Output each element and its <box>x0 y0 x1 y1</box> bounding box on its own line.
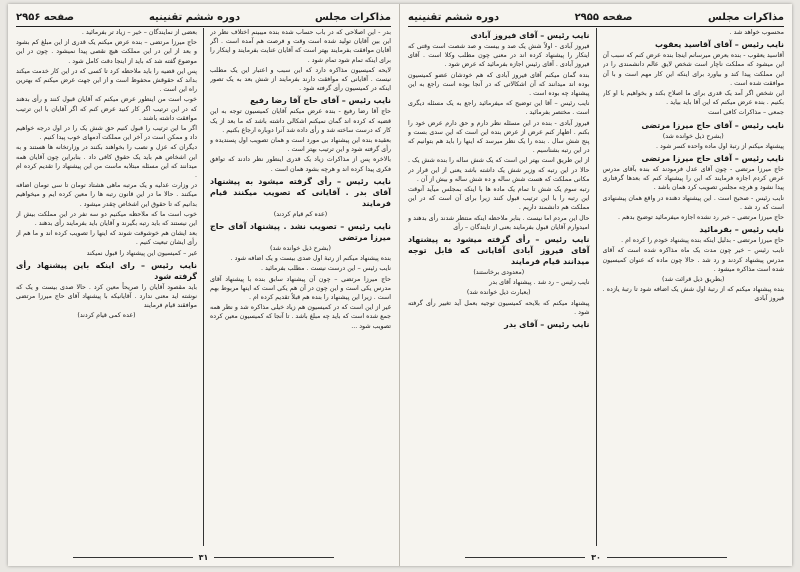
page-header <box>16 10 391 27</box>
header-left: صفحه ۲۹۵۶ <box>16 11 75 23</box>
columns <box>16 28 391 546</box>
paragraph: لایحه کمیسیون مذاکره دارد که این سبب و اعتبار این یک مطلب نیست . آقایانی که موافقت دارند بفرمایند از شش بعد به یک تصور اینکه در کمیسیون رأی گرفته شود . <box>210 66 391 93</box>
paragraph: پیشنهاد میکنم که بلایحه کمیسیون توجیه بعمل آید تغییر رأی گرفته شود . <box>408 299 590 316</box>
speaker-heading: نایب رئیس – آقای بدر <box>504 320 590 330</box>
stage-note: (بطریق ذیل قرائت شد) <box>662 276 725 284</box>
speaker-heading: نایب رئیس – تصویب نشد . پیشنهاد آقای حاج میرزا مرتضی <box>210 222 391 243</box>
speaker-heading: نایب رئیس – رأی گرفته میشود به پیشنهاد آقای بدر . آقایانی که تصویب میکنند قیام فرمایند <box>210 176 391 208</box>
paragraph: حال این مردم اما نیست . بنابر ملاحظه اینکه منتظر شدند رأی بدهند و امیدوارم آقایان قبول بفرمایند بعنی از تایندگان – رأی <box>408 214 590 231</box>
paragraph: محسوب خواهد شد . <box>729 29 784 36</box>
paragraph: خوب است ما که ملاحظه میکنیم دو سه نفر در این مملکت بیش از این نیستند که باید رتبه بگیرند و آقایان باید بفرمایند رأی بدهند . <box>16 210 197 228</box>
paragraph: جمعی – مذاکرات کافی است <box>708 109 784 117</box>
page-number: ۳۱ <box>198 553 209 562</box>
paragraph: بنده پیشنهاد میکنم که از رتبهٔ اول شش یک اضافه شود تا رتبهٔ یازده . فیروز آبادی <box>602 286 784 303</box>
columns <box>408 28 784 546</box>
paragraph: حاج میرزا مرتضی – خیر رد نشده اجازه میفرمائید توضیح بدهم . <box>618 214 784 222</box>
paragraph: بعد ایشان هم خوشوقت شوند که اینها را تصویب کرده اند و ما هم از رأی ایشان تبعیت کنیم . <box>16 230 197 247</box>
paragraph: فیروز آبادی - اولاً شش یک صد و بیست و صد شصت است وقتی که اینکار را پیشنهاد کرده اند در معنی چون مطلب وکلا است . آقای فیروز آبادی . آقای رئیس اجازه بفرمائید که عرض شود . <box>408 43 590 69</box>
paragraph: نایب رئیس - صحیح است . این پیشنهاد دهنده در واقع همان پیشنهادی است که رد شد . <box>602 194 784 211</box>
paragraph: حاج آقا رضا رفیع - بنده عرض میکنم آقایان کمیسیون توجه به این قضیه که کرده اند گمان نمیکنم اشکالی داشته باشد که ما بعد از یک کار که درست ساخته شد و رأی داده شد آنرا دوباره ارجاع بکنیم . <box>210 108 391 134</box>
left-page <box>8 4 400 566</box>
paragraph: این شخص اگر آمد یک قدری برای ما اصلاح بکند و بخواهیم با او کار بکنیم . بنده عرض میکنم که این آقا باید بیاید . <box>602 90 784 107</box>
paragraph: حاج میرزا مرتضی – چون آن پیشنهاد سابق بنده با پیشنهاد آقای مدرس یکی است و این چون در آن هم یکی است که اینها مربوط بهم است . زیرا این پیشنهاد را بنده هم قبلاً تقدیم کرده ام . <box>210 275 391 302</box>
speaker-heading: نایب رئیس – رأی گرفته میشود به پیشنهاد آقای فیروز آبادی آقایانی که قابل توجه میدانند قیام فرمایند <box>408 235 590 267</box>
paragraph: پس این قضیه را باید ملاحظه کرد تا کسی که در این کار خدمت میکند بداند که حقوقش محفوظ است و از این جهت عرض میکنم که بهترین راه این است . <box>16 67 197 94</box>
stage-note: (بشرح ذیل خوانده شد) <box>662 132 724 140</box>
paragraph: حاج میرزا مرتضی - چون آقای عدل فرمودند که بنده بآقای مدرس عرض کردم اجازه فرمایند که این را پیشنهاد کنم که بعدها گرفتاری پیدا نشود و هرچه مجلس تصویب کرد همان باشد . <box>602 166 784 192</box>
header-right: مذاکرات مجلس <box>314 11 391 23</box>
column-left <box>408 28 590 546</box>
paragraph: در وزارت عدلیه و یک مرتبه ماهی هشتاد تومان تا سی تومان اضافه میکنند . حالا ما در این قانون رتبه ها را معین کرده ایم و میخواهیم بدانیم که تا حقوق این اشخاص چقدر میشود . <box>16 182 197 208</box>
paragraph: بعقیده بنده این پیشنهاد بی مورد است و همان تصویب اول پسندیده و رأی گرفته شود و این ترتیب بهتر است . <box>210 137 391 154</box>
paragraph: آقاسید یعقوب - بنده بعرض میرسانم اینجا بنده عرض کنم که سبب آن این میشود که مملکت ناچار است شخص لایق عالم دانشمندی را در این مملکت پیدا کند و بیاورد برای اینکه این کار مهم است و با آن موافقت شده است . <box>602 52 784 87</box>
stage-note: (عده کمی قیام کردند) <box>77 312 136 320</box>
speaker-heading: نایب رئیس – آقای حاج میرزا مرتضی <box>641 120 784 130</box>
speaker-heading: نایب رئیس – آقای حاج آقا رضا رفیع <box>250 96 391 106</box>
speaker-heading: نایب رئیس – بفرمائید <box>699 225 784 235</box>
paragraph: حاج میرزا مرتضی – بنده عرض میکنم یک قدری از این مبلغ کم بشود و بعد از این در این مملکت هیچ نقصی پیدا نمیشود . چون در این موضوع گفته شد که باید از اینجا دقت کامل شود . <box>16 39 197 65</box>
paragraph: نایب رئیس – رد شد . پیشنهاد آقای بدر <box>489 279 590 287</box>
speaker-heading: نایب رئیس – آقای حاج میرزا مرتضی <box>641 154 784 164</box>
paragraph: رتبه سوم یک شش تا تمام یک ماده ها با اینکه بمجلس میآید آنوقت این رتبه را با این ترتیب قبول کنند زیرا برای آن است که در این مملکت هم دانشمند داریم . <box>408 186 590 212</box>
column-divider <box>596 28 597 546</box>
paragraph: غیر – کمیسیون این پیشنهاد را قبول نمیکند <box>86 249 197 257</box>
paragraph: نایب رئیس – آقا این توضیح که میفرمائید راجع به یک مسئله دیگری است . مختصر بفرمائید . <box>408 100 590 117</box>
paragraph: غیر از این است که در کمیسیون هم زیاد خیلی مذاکره شد و نظر همه جمع شده است که باید چه مبلغ باشد . تا آنجا که کمیسیون معین کرده تصویب شود ... <box>210 304 391 330</box>
paragraph: نایب رئیس – خیر چون مدت یک ماه مذاکره شده است که آقای مدرس پیشنهاد کردند و رد شد . حالا چون ماده که عنوان کمیسیون شده است مذاکره میشود . <box>602 247 784 273</box>
page-header <box>408 10 784 27</box>
page-footer <box>8 553 399 562</box>
paragraph: اگر ما این ترتیب را قبول کنیم حق شش یک را در اول درجه خواهیم داد و ممکن است در آخر این مملکت آدمهای خوب پیدا کنیم . <box>16 125 197 142</box>
speaker-heading: نایب رئیس – آقای فیروز آبادی <box>470 31 590 40</box>
paragraph: از این طریق است بهتر این است که یک شش ساله را بنده شش یک . حالا در این رتبه که وزیر شش یک داشته باشد یعنی از این قرار در مکانی مملکت که هست شش ساله و ده شش ساله و بیش از آن . <box>408 157 590 183</box>
stage-note: (معدودی برخاستند) <box>473 269 525 277</box>
paragraph: دیگران که عزل و نصب را بخواهند بکنند در وزارتخانه ها هستند و به این اشخاص هم باید یک حقوق کافی داد . بنابراین چون آقایان همه میدانند که این مسئله مبتلابه ماست من این پیشنهاد را تقدیم کرده ام . <box>16 144 197 180</box>
right-page <box>400 4 792 566</box>
book-spread <box>8 4 792 566</box>
paragraph: خوب است من اینطور عرض میکنم که آقایان قبول کنند و رأی بدهند که در این ترتیب اگر کار کنید عرض کنم که اگر آقایان با این ترتیب موافقت داشته باشند . <box>16 96 197 122</box>
paragraph: بعضی از نمایندگان – خیر – زیاد تر بفرمائید . <box>81 29 197 36</box>
paragraph: فیروز آبادی - بنده در این مسئله نظر دارم و حق دارم عرض خود را بکنم . اظهار کنم عرض از عرض بنده این است که این سدی بست و پنج شش سال . بنده را یک نظر میرسد که اینها را باید هم بتوانیم که در این رتبه بشناسیم . <box>408 119 590 155</box>
paragraph: بنده گمان میکنم آقای فیروز آبادی که هم خودشان عضو کمیسیون بوده اند میدانند که آن اشکالاتی که در آنجا بوده است راجع به این پیشنهاد چه بوده است . <box>408 71 590 98</box>
paragraph: بدر - این اصلاحی که در باب حساب شده بنده میبینم اختلاف نظر در این بین آقایان تولید شده است وقت و فرصت هم آمده است . اگر آقایان موافقت بفرمایند بهتر است که آقایان عنایت بفرمایند و اینکار را برای اینکه تمام شود تمام شود . <box>210 29 391 64</box>
header-left: دوره ششم تقنینیه <box>408 11 500 23</box>
paragraph: حاج میرزا مرتضی - بدلیل اینکه بنده پیشنهاد خودم را کرده ام . <box>621 237 784 245</box>
header-center: دوره ششم تقنینیه <box>148 11 241 23</box>
header-right: مذاکرات مجلس <box>707 11 784 23</box>
paragraph: پیشنهاد میکنم از رتبهٔ اول ماده واحده کسر شود . <box>656 142 784 150</box>
column-left <box>16 28 197 546</box>
speaker-heading: نایب رئیس – آقای آقاسید یعقوب <box>655 40 784 50</box>
paragraph: نایب رئیس – این درست نیست . مطلب بفرمائید . <box>260 265 391 273</box>
paragraph: باید مقصود آقایان را صریحاً معین کرد . حالا صدی بیست و یک که نوشته اید معنی ندارد . آقایانیکه با پیشنهاد آقای حاج میرزا مرتضی موافقند قیام فرمایند <box>16 283 197 310</box>
header-center: صفحه ۲۹۵۵ <box>574 11 633 23</box>
stage-note: (بشرح ذیل خوانده شد) <box>270 245 331 253</box>
stage-note: (عده کم قیام کردند) <box>273 210 328 218</box>
paragraph: بنده پیشنهاد میکنم از رتبهٔ اول صدی بیست و یک اضافه شود . <box>230 255 391 263</box>
stage-note: (بعبارت ذیل خوانده شد) <box>466 289 531 297</box>
paragraph: بالاخره پس از مذاکرات زیاد یک قدری اینطور نظر دادند که توافق فکری پیدا کرده اند و هرچه بشود همان است . <box>210 156 391 173</box>
column-right <box>603 28 785 546</box>
column-right <box>210 28 391 546</box>
page-number: ۳۰ <box>591 553 601 562</box>
speaker-heading: نایب رئیس – رای اینکه باین پیشنهاد رأی گرفته شود <box>16 260 197 281</box>
column-divider <box>203 28 204 546</box>
page-footer <box>400 553 792 562</box>
